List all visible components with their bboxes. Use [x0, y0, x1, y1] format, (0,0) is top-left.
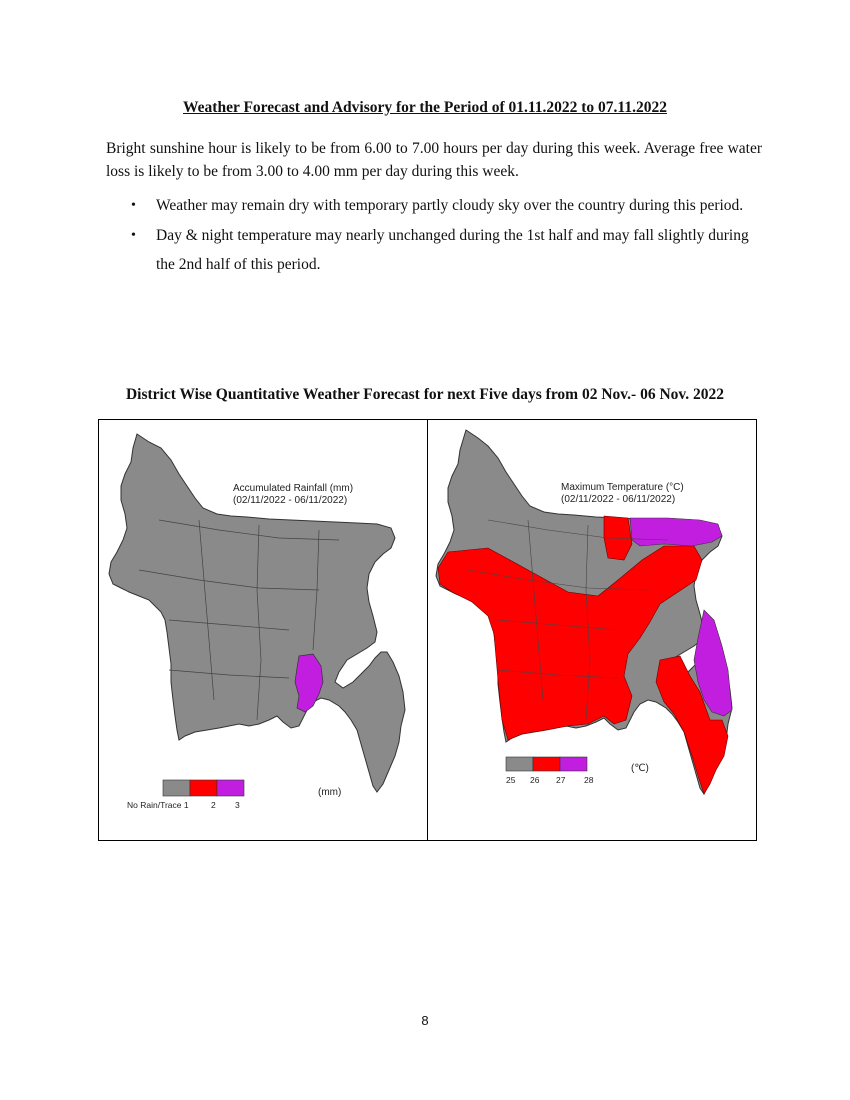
list-item: [106, 221, 762, 279]
map-title-line: Accumulated Rainfall (mm): [233, 483, 354, 494]
unit-label: (mm): [318, 787, 342, 798]
advisory-list: [106, 191, 762, 280]
legend-swatch: [506, 757, 533, 771]
temperature-map-title: [561, 482, 684, 506]
purple-region: [295, 654, 323, 712]
purple-region: [630, 518, 722, 546]
legend-label: 2: [211, 800, 216, 810]
section-heading: District Wise Quantitative Weather Forecast for next Five days from 02 Nov.- 06 Nov. 2022: [125, 386, 725, 403]
temperature-map-panel: [427, 420, 756, 840]
bullet-text: Weather may remain dry with temporary partly cloudy sky over the country during this period.: [156, 197, 744, 214]
legend-label: 28: [584, 775, 594, 785]
legend-label: 26: [530, 775, 540, 785]
rainfall-map-panel: [99, 420, 427, 840]
page-title: Weather Forecast and Advisory for the Period of 01.11.2022 to 07.11.2022: [183, 99, 667, 116]
legend-swatch: [163, 780, 190, 796]
page-number: 8: [421, 1013, 429, 1028]
legend-swatch: [190, 780, 217, 796]
legend-label: 25: [506, 775, 516, 785]
map-table: [98, 419, 757, 841]
legend-swatch: [533, 757, 560, 771]
rainfall-map-title: [233, 483, 353, 507]
map-title-line: (02/11/2022 - 06/11/2022): [561, 494, 676, 505]
bullet-icon: •: [131, 228, 136, 243]
unit-label: (℃): [631, 763, 649, 774]
legend-label: 27: [556, 775, 566, 785]
legend-swatch: [560, 757, 587, 771]
legend-swatch: [217, 780, 244, 796]
map-title-line: (02/11/2022 - 06/11/2022): [233, 495, 348, 506]
map-title-line: Maximum Temperature (°C): [561, 482, 684, 493]
bullet-icon: •: [131, 198, 136, 213]
list-item: [106, 191, 762, 220]
intro-paragraph: Bright sunshine hour is likely to be from 6.00 to 7.00 hours per day during this week. Average free water loss is likely to be from 3.00 to 4.00 mm per day during this week.: [106, 140, 762, 180]
legend-label: 3: [235, 800, 240, 810]
bullet-text: Day & night temperature may nearly unchanged during the 1st half and may fall slightly during the 2nd half of this period.: [156, 227, 749, 273]
legend-label: No Rain/Trace 1: [127, 800, 189, 810]
